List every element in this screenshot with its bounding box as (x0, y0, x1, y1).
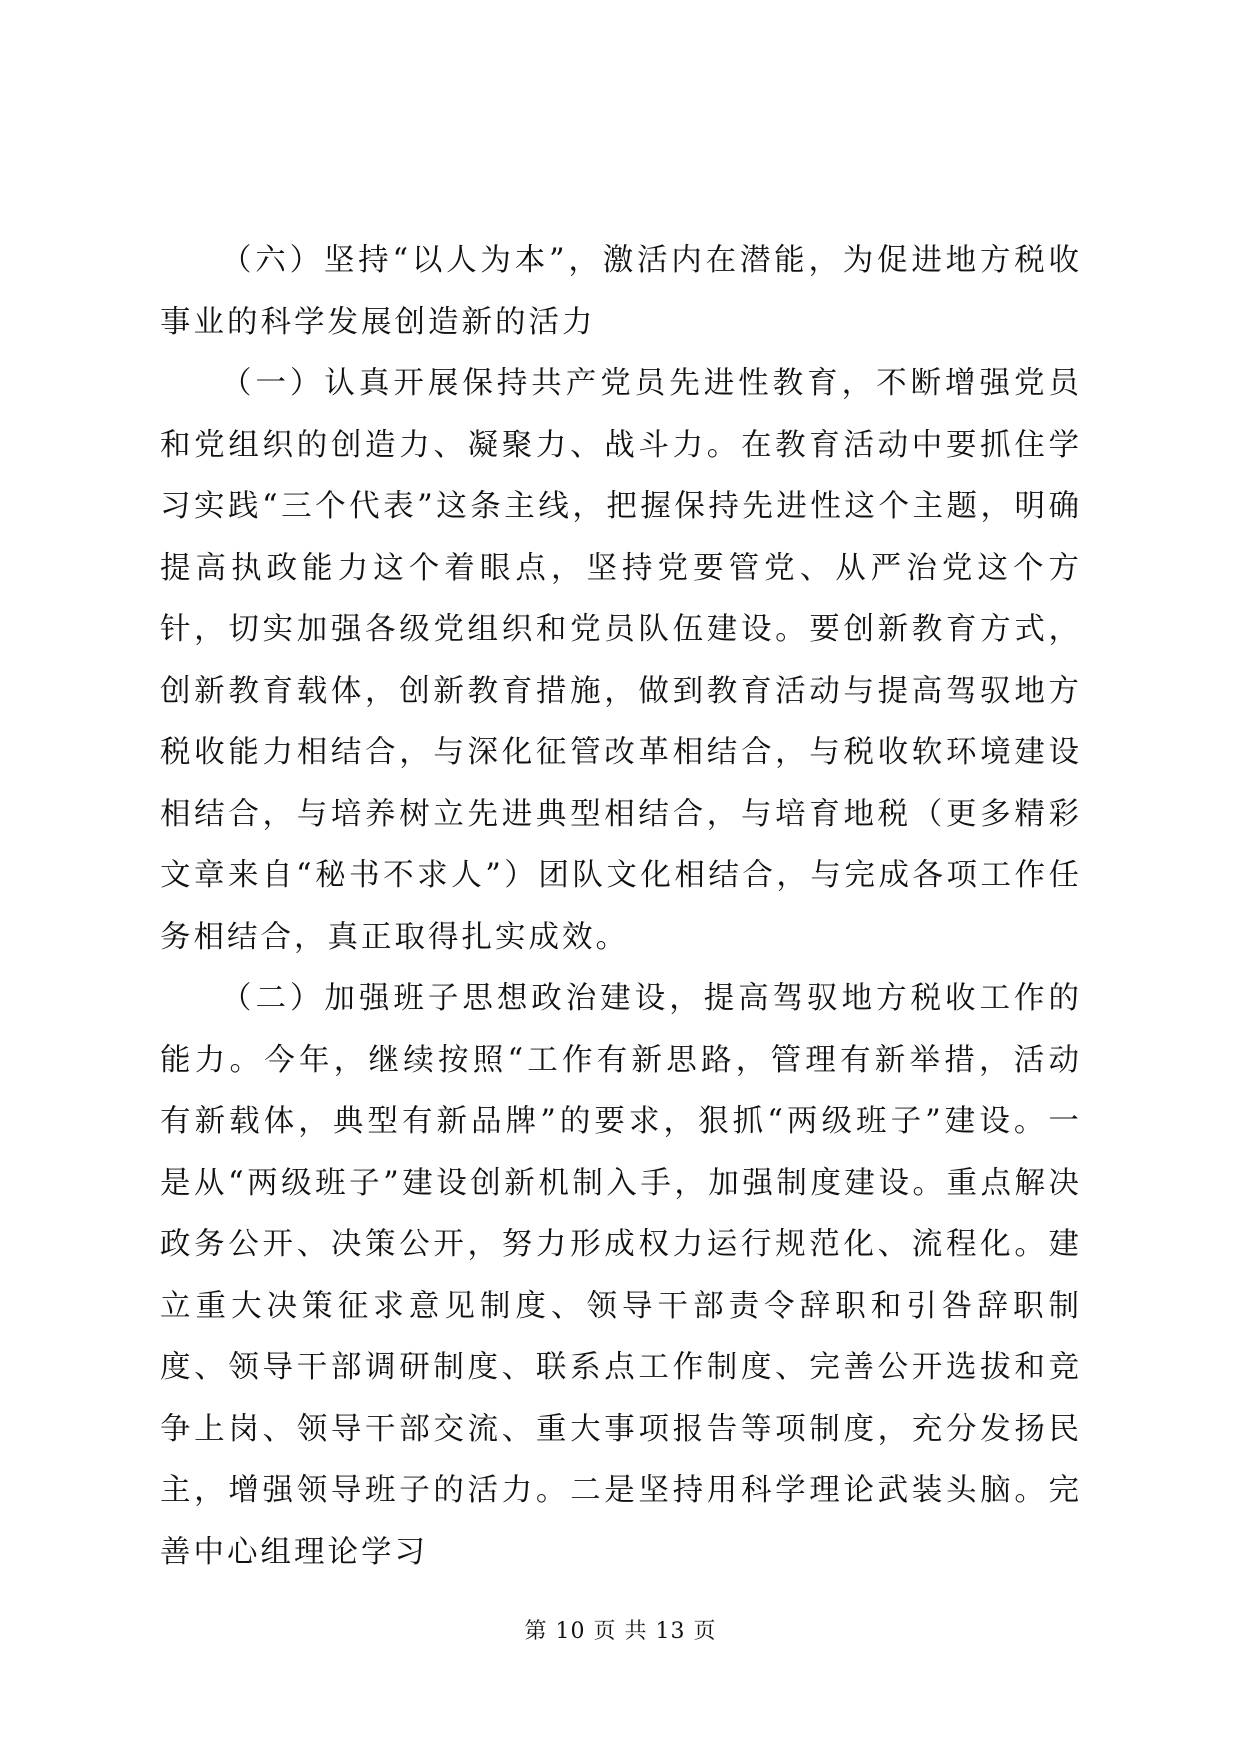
document-body (160, 230, 1082, 1583)
body-paragraph-1: （一）认真开展保持共产党员先进性教育，不断增强党员和党组织的创造力、凝聚力、战斗力。在教育活动中要抓住学习实践“三个代表”这条主线，把握保持先进性这个主题，明确提高执政能力这个着眼点，坚持党要管党、从严治党这个方针，切实加强各级党组织和党员队伍建设。要创新教育方式，创新教育载体，创新教育措施，做到教育活动与提高驾驭地方税收能力相结合，与深化征管改革相结合，与税收软环境建设相结合，与培养树立先进典型相结合，与培育地税（更多精彩文章来自“秘书不求人”）团队文化相结合，与完成各项工作任务相结合，真正取得扎实成效。 (160, 366, 1082, 955)
body-paragraph-2: （二）加强班子思想政治建设，提高驾驭地方税收工作的能力。今年，继续按照“工作有新思路，管理有新举措，活动有新载体，典型有新品牌”的要求，狠抓“两级班子”建设。一是从“两级班子”建设创新机制入手，加强制度建设。重点解决政务公开、决策公开，努力形成权力运行规范化、流程化。建立重大决策征求意见制度、领导干部责令辞职和引咎辞职制度、领导干部调研制度、联系点工作制度、完善公开选拔和竞争上岗、领导干部交流、重大事项报告等项制度，充分发扬民主，增强领导班子的活力。二是坚持用科学理论武装头脑。完善中心组理论学习 (160, 981, 1082, 1570)
section-heading-paragraph: （六）坚持“以人为本”，激活内在潜能，为促进地方税收事业的科学发展创造新的活力 (160, 243, 1082, 340)
page-number-footer: 第 10 页 共 13 页 (524, 1619, 717, 1644)
